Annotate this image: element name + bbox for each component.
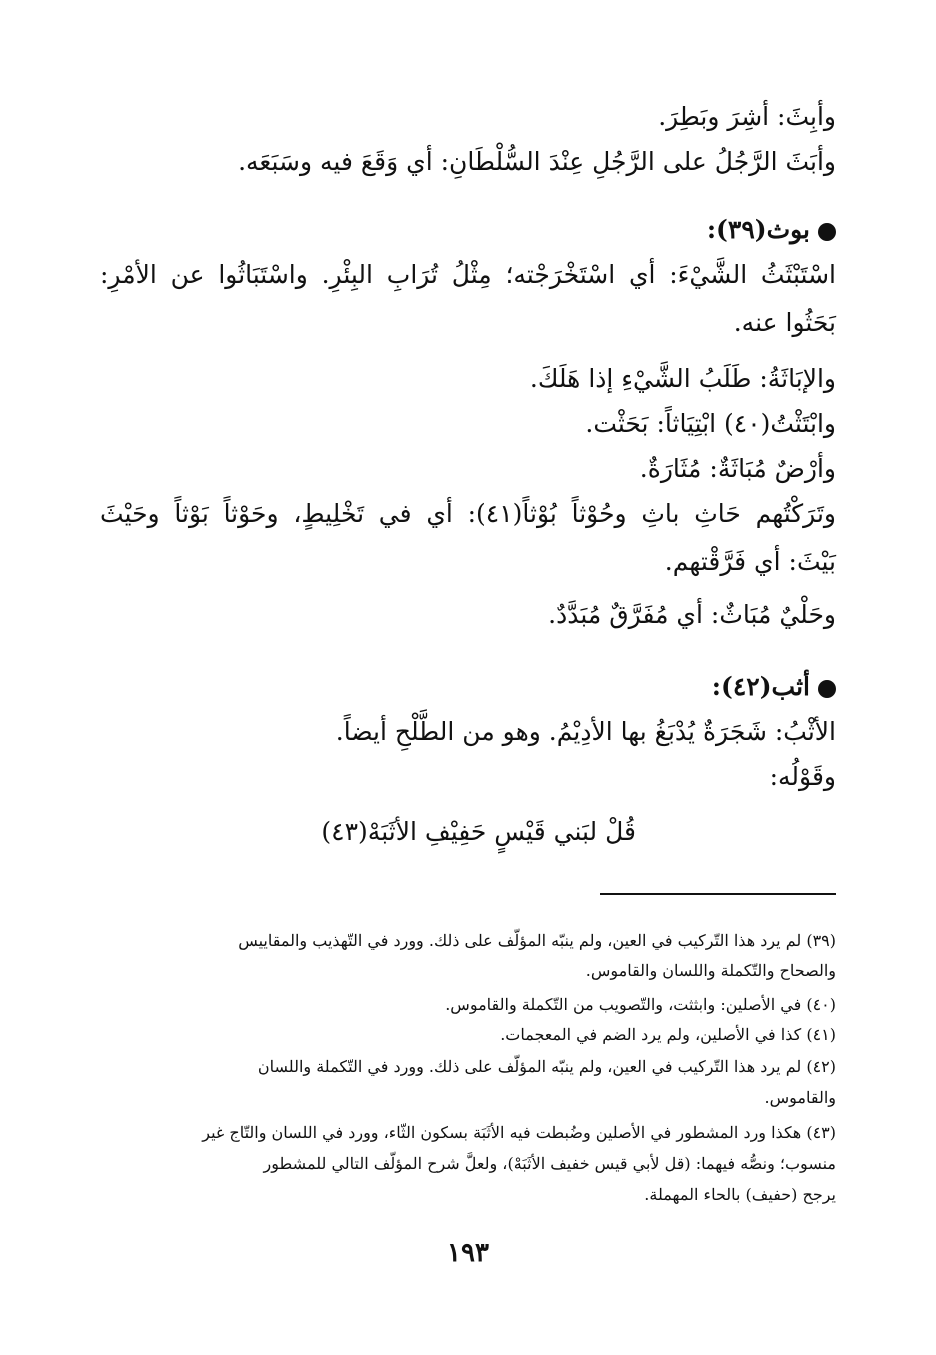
footnote: (٤٢) لم يرد هذا التّركيب في العين، ولم ينبّه المؤلّف على ذلك. وورد في التّكملة واللسان	[257, 1057, 836, 1076]
footnote-divider	[600, 893, 836, 895]
footnote: والقاموس.	[764, 1088, 836, 1107]
footnote: (٣٩) لم يرد هذا التّركيب في العين، ولم ينبّه المؤلّف على ذلك. وورد في التّهذيب والمقاييس	[238, 931, 836, 950]
entry-line: وأرْضٌ مُبَاثَةٌ: مُثَارَةٌ.	[639, 454, 836, 483]
entry-line: والإبَاثَةُ: طَلَبُ الشَّيْءِ إذا هَلَكَ.	[529, 364, 836, 393]
bullet-icon	[818, 680, 836, 698]
entry-line: وابْتَثْتُ(٤٠) ابْتِيَاثاً: بَحَثْت.	[585, 409, 836, 438]
verse-line: قُلْ لبَني قَيْسٍ حَفِيْفِ الأثَبَهْ(٤٣)	[321, 817, 636, 846]
entry-line: بَحَثُوا عنه.	[733, 308, 836, 337]
footnote: (٤١) كذا في الأصلين، ولم يرد الضم في المعجمات.	[500, 1025, 836, 1044]
footnote: منسوب؛ ونصُّه فيهما: (قل لأبي قيس خفيف الأثَبَهْ)، ولعلَّ شرح المؤلّف التالي للمشطور	[263, 1154, 836, 1173]
entry-line: وتَرَكْتُهم حَاثِ باثِ وحُوْثاً بُوْثاً(٤١): أي في تَخْلِيطٍ، وحَوْثاً بَوْثاً وحَيْثَ	[100, 499, 837, 528]
entry-line: بَيْثَ: أي فَرَّقْتهم.	[664, 547, 836, 576]
entry-heading: أثب(٤٢):	[100, 670, 836, 704]
bullet-icon	[818, 223, 836, 241]
entry-heading: بوث(٣٩):	[100, 213, 836, 247]
entry-line: وحَلْيٌ مُبَاثٌ: أي مُفَرَّقٌ مُبَدَّدٌ.	[548, 600, 836, 629]
footnote: يرجح (حفيف) بالحاء المهملة.	[644, 1185, 836, 1204]
page-number: ١٩٣	[447, 1238, 489, 1268]
entry-line: وقَوْلُه:	[769, 762, 836, 791]
footnote: (٤٣) هكذا ورد المشطور في الأصلين وضُبطت فيه الأثَبَة بسكون الثّاء، وورد في اللسان والتّاج غير	[202, 1123, 836, 1142]
entry-line: الأثْبُ: شَجَرَةٌ يُدْبَغُ بها الأدِيْمُ. وهو من الطَّلْحِ أيضاً.	[335, 717, 836, 746]
entry-line: اسْتَبْثَثُ الشَّيْءَ: أي اسْتَخْرَجْته؛ مِثْلُ تُرَابِ البِئْرِ. واسْتَبَاثُوا عن الأمْرِ:	[100, 260, 836, 289]
entry-line: وأبِثَ: أشِرَ وبَطِرَ.	[658, 102, 836, 131]
footnote: والصحاح والتّكملة واللسان والقاموس.	[585, 961, 836, 980]
entry-line: وأبَثَ الرَّجُلُ على الرَّجُلِ عِنْدَ السُّلْطَانِ: أي وَقَعَ فيه وسَبَعَه.	[238, 147, 836, 176]
footnote: (٤٠) في الأصلين: وابثثت، والتّصويب من التّكملة والقاموس.	[445, 995, 836, 1014]
